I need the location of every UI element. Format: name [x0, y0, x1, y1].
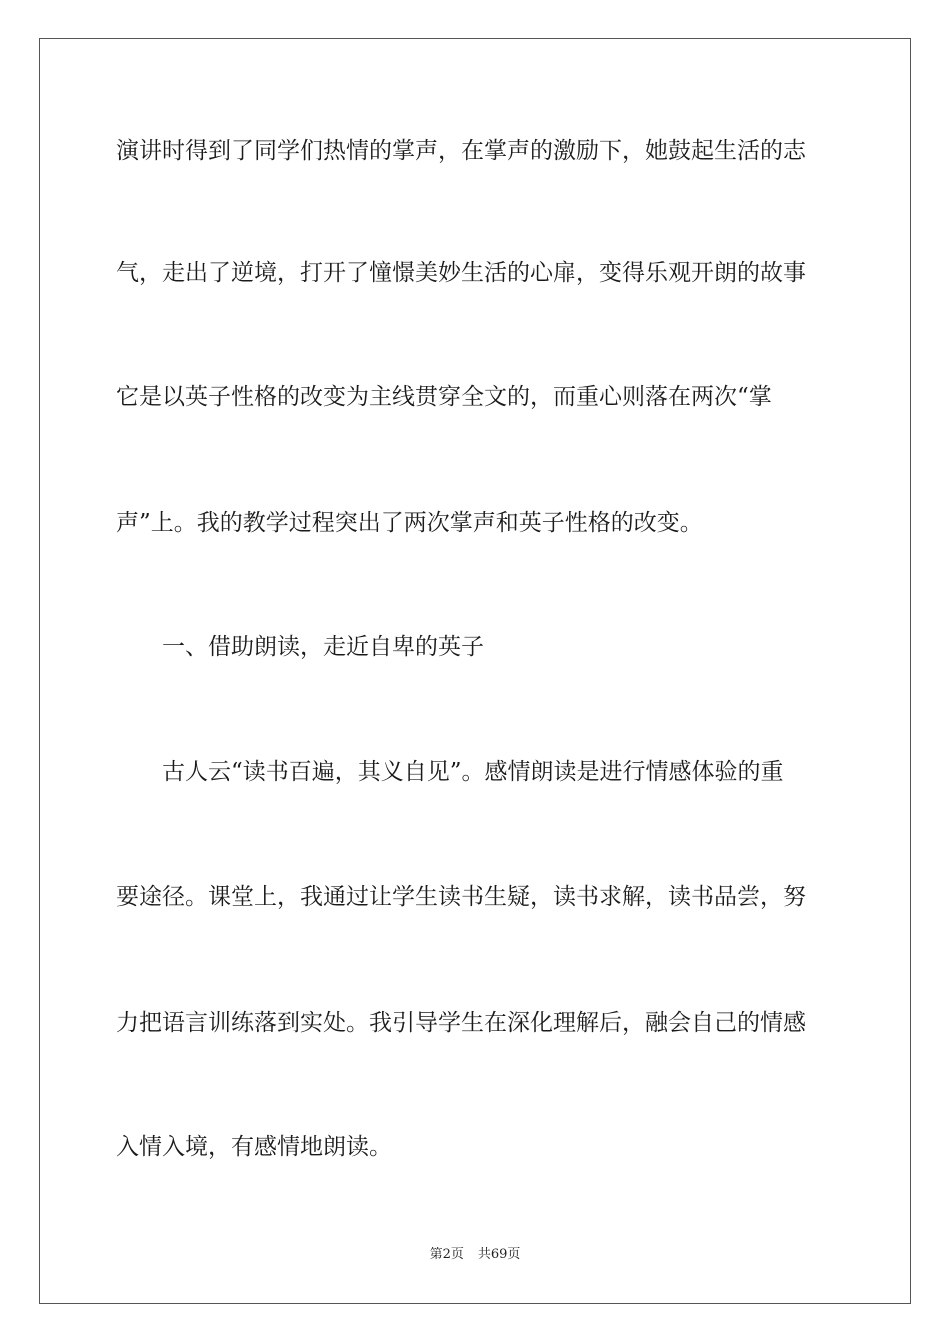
text-line-2: 气，走出了逆境，打开了憧憬美妙生活的心扉，变得乐观开朗的故事	[116, 260, 806, 286]
text-line-6: 古人云“读书百遍，其义自见”。感情朗读是进行情感体验的重	[116, 759, 784, 785]
text-line-4: 声”上。我的教学过程突出了两次掌声和英子性格的改变。	[116, 510, 703, 536]
text-line-8: 力把语言训练落到实处。我引导学生在深化理解后，融会自己的情感	[116, 1010, 806, 1036]
page-footer	[0, 1246, 950, 1264]
page-total: 共69页	[477, 1247, 521, 1262]
text-line-1: 演讲时得到了同学们热情的掌声，在掌声的激励下，她鼓起生活的志	[116, 138, 806, 164]
page-border	[39, 38, 911, 1304]
text-line-9: 入情入境，有感情地朗读。	[116, 1134, 392, 1160]
page-number: 第2页	[429, 1247, 464, 1262]
text-line-7: 要途径。课堂上，我通过让学生读书生疑，读书求解，读书品尝，努	[116, 884, 806, 910]
text-line-3: 它是以英子性格的改变为主线贯穿全文的，而重心则落在两次“掌	[116, 384, 772, 410]
section-heading: 一、借助朗读，走近自卑的英子	[116, 634, 484, 660]
